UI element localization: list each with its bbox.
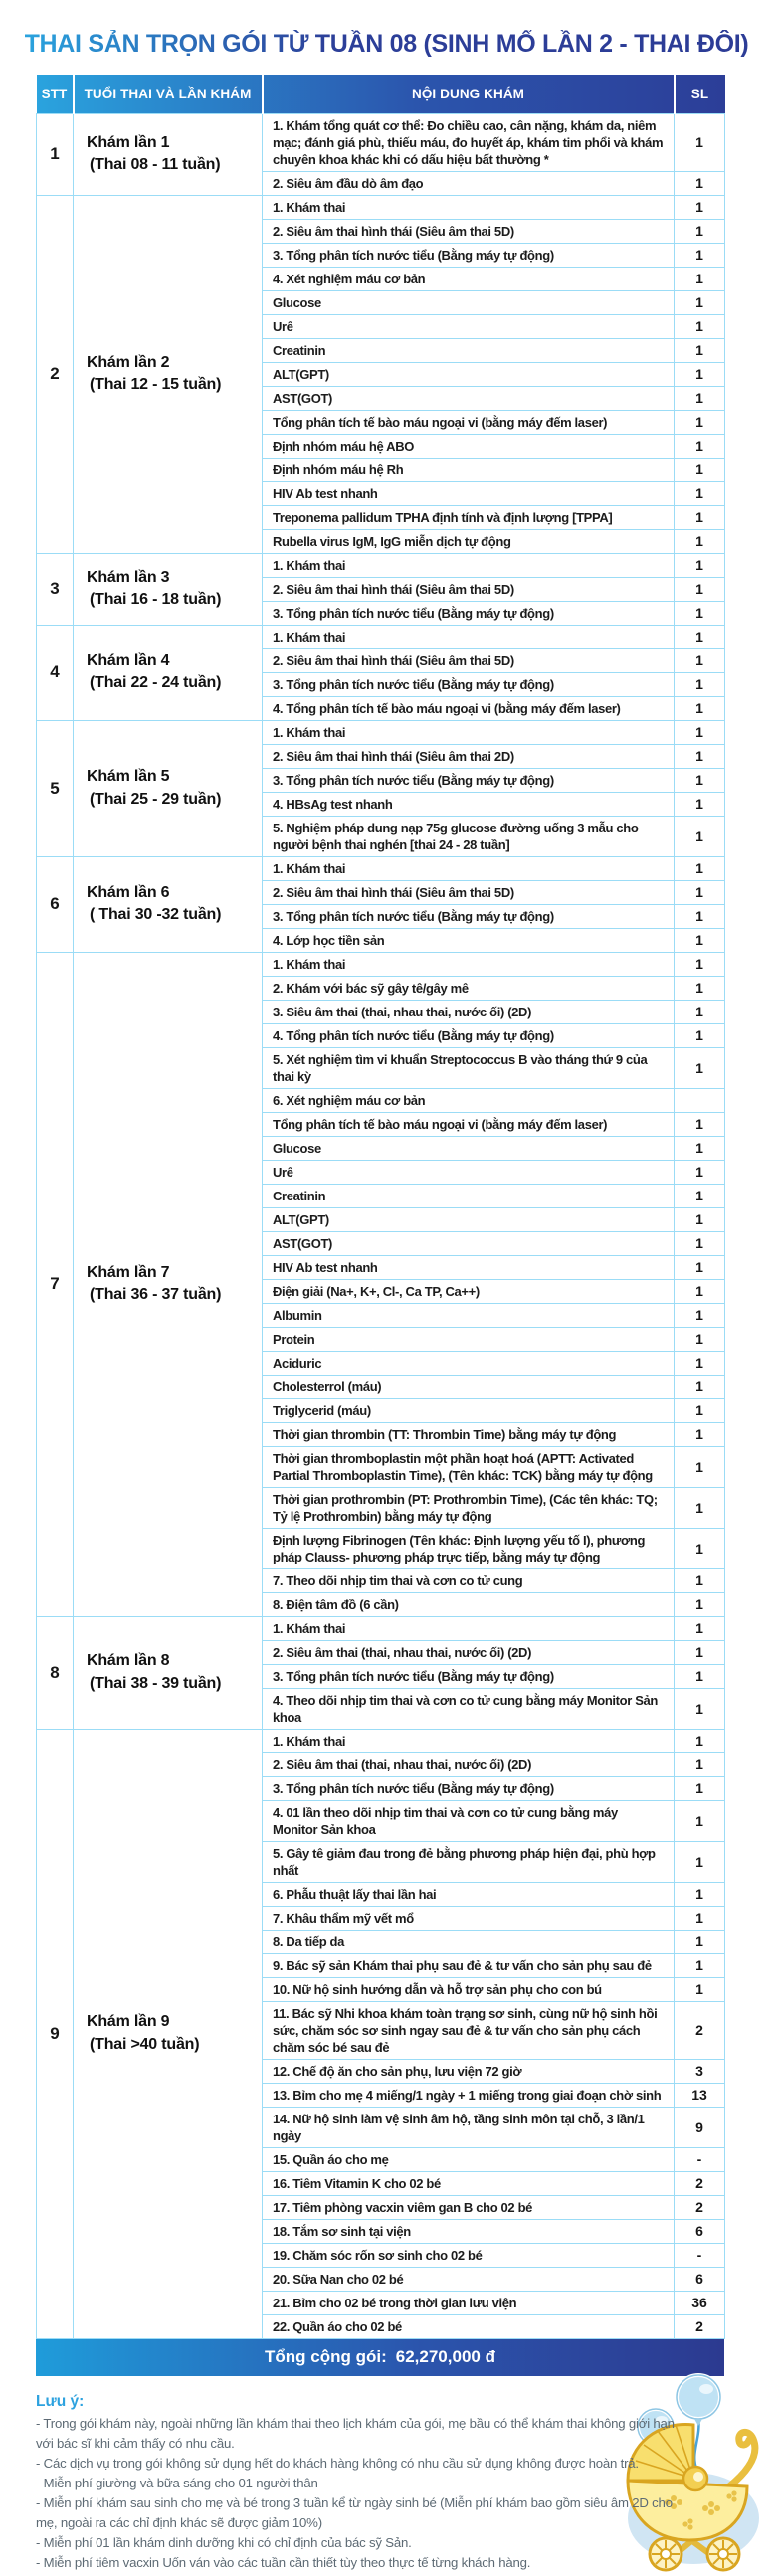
service-cell: Điện giải (Na+, K+, Cl-, Ca TP, Ca++) [263,1279,675,1303]
total-value: 62,270,000 đ [395,2347,495,2366]
stt-cell: 4 [37,625,74,720]
service-cell: 4. Theo dõi nhịp tim thai và cơn co tử cung bằng máy Monitor Sản khoa [263,1688,675,1729]
qty-cell: 1 [675,1688,725,1729]
qty-cell: 1 [675,601,725,625]
service-cell: 3. Tổng phân tích nước tiểu (Bằng máy tự động) [263,904,675,928]
qty-cell: 1 [675,904,725,928]
qty-cell: 1 [675,458,725,481]
qty-cell: 1 [675,720,725,744]
service-cell: 2. Siêu âm thai hình thái (Siêu âm thai 5D) [263,219,675,243]
qty-cell: 1 [675,1664,725,1688]
visit-label: Khám lần 1 [87,133,170,151]
qty-cell: 1 [675,1592,725,1616]
service-cell: Định nhóm máu hệ Rh [263,458,675,481]
service-cell: 16. Tiêm Vitamin K cho 02 bé [263,2171,675,2195]
service-cell: Protein [263,1327,675,1351]
service-cell: Creatinin [263,338,675,362]
service-cell: Định lượng Fibrinogen (Tên khác: Định lượng yếu tố I), phương pháp Clauss- phương pháp trực tiếp, bằng máy tự động [263,1528,675,1568]
qty-cell: 1 [675,648,725,672]
service-cell: 1. Khám thai [263,1729,675,1752]
service-cell: 1. Khám thai [263,1616,675,1640]
qty-cell: 1 [675,1023,725,1047]
note-line: - Trong gói khám này, ngoài những lần khám thai theo lịch khám của gói, mẹ bầu có thể khám thai không giới hạn với bác sĩ khi cảm thấy có nhu cầu. [36,2415,675,2451]
qty-cell: 1 [675,1000,725,1023]
service-cell: Albumin [263,1303,675,1327]
service-cell: 2. Siêu âm thai hình thái (Siêu âm thai 5D) [263,648,675,672]
service-cell: 2. Siêu âm thai hình thái (Siêu âm thai 2D) [263,744,675,768]
qty-cell: 1 [675,171,725,195]
qty-cell: 1 [675,1906,725,1930]
table-row [37,625,725,648]
qty-cell: 1 [675,696,725,720]
visit-cell [74,1616,263,1729]
qty-cell: 1 [675,880,725,904]
page [0,30,773,2576]
qty-cell: 1 [675,1752,725,1776]
qty-cell: 1 [675,529,725,553]
service-cell: HIV Ab test nhanh [263,481,675,505]
qty-cell: 1 [675,243,725,267]
page-title: THAI SẢN TRỌN GÓI TỪ TUẦN 08 (SINH MỔ LẦN 2 - THAI ĐÔI) [24,30,749,58]
visit-cell [74,553,263,625]
qty-cell: 1 [675,1528,725,1568]
service-cell: Tổng phân tích tế bào máu ngoại vi (bằng máy đếm laser) [263,410,675,434]
qty-cell: 6 [675,2219,725,2243]
qty-cell: 1 [675,768,725,792]
service-cell: 19. Chăm sóc rốn sơ sinh cho 02 bé [263,2243,675,2267]
qty-cell: 1 [675,1375,725,1398]
qty-cell: 1 [675,672,725,696]
table-row [37,720,725,744]
visit-label: Khám lần 6 [87,883,170,901]
notes-list [36,2414,692,2574]
service-cell: 21. Bỉm cho 02 bé trong thời gian lưu viện [263,2291,675,2314]
service-cell: 20. Sữa Nan cho 02 bé [263,2267,675,2291]
qty-cell: 1 [675,577,725,601]
qty-cell: 1 [675,553,725,577]
service-cell: Tổng phân tích tế bào máu ngoại vi (bằng máy đếm laser) [263,1112,675,1136]
service-cell: Urê [263,1160,675,1184]
qty-cell: 1 [675,1568,725,1592]
qty-cell: 1 [675,744,725,768]
service-cell: 5. Xét nghiệm tìm vi khuẩn Streptococcus B vào tháng thứ 9 của thai kỳ [263,1047,675,1088]
visit-weeks: (Thai 25 - 29 tuần) [90,790,222,808]
col-header-stt: STT [37,75,74,113]
visit-weeks: (Thai 12 - 15 tuần) [90,376,222,393]
qty-cell: 1 [675,314,725,338]
qty-cell: 1 [675,1882,725,1906]
qty-cell: 1 [675,410,725,434]
qty-cell: 1 [675,1279,725,1303]
qty-cell: 1 [675,1446,725,1487]
qty-cell: 1 [675,792,725,816]
qty-cell: 1 [675,1047,725,1088]
col-header-content: NỘI DUNG KHÁM [263,75,675,113]
service-cell: 15. Quần áo cho mẹ [263,2147,675,2171]
service-cell: 1. Khám thai [263,553,675,577]
total-label: Tổng cộng gói: [265,2347,387,2366]
qty-cell: 1 [675,338,725,362]
qty-cell: 1 [675,362,725,386]
qty-cell: 1 [675,434,725,458]
qty-cell: 1 [675,1351,725,1375]
service-cell: 7. Theo dõi nhịp tim thai và cơn co tử cung [263,1568,675,1592]
stt-cell: 8 [37,1616,74,1729]
qty-cell: 1 [675,928,725,952]
service-cell: 4. Tổng phân tích nước tiểu (Bằng máy tự động) [263,1023,675,1047]
service-cell: 3. Siêu âm thai (thai, nhau thai, nước ối) (2D) [263,1000,675,1023]
qty-cell: 1 [675,1255,725,1279]
qty-cell: 2 [675,2171,725,2195]
qty-cell: 1 [675,1136,725,1160]
service-cell: 2. Siêu âm đầu dò âm đạo [263,171,675,195]
stt-cell: 2 [37,195,74,553]
service-cell: ALT(GPT) [263,362,675,386]
qty-cell: 2 [675,2195,725,2219]
service-cell: AST(GOT) [263,386,675,410]
service-cell: 4. Xét nghiệm máu cơ bản [263,267,675,290]
service-cell: Thời gian prothrombin (PT: Prothrombin Time), (Các tên khác: TQ; Tỷ lệ Prothrombin) bằng máy tự động [263,1487,675,1528]
service-cell: 3. Tổng phân tích nước tiểu (Bằng máy tự động) [263,672,675,696]
visit-cell [74,720,263,856]
service-cell: Aciduric [263,1351,675,1375]
qty-cell: 1 [675,625,725,648]
qty-cell: 1 [675,1776,725,1800]
qty-cell: 1 [675,1231,725,1255]
qty-cell: 1 [675,952,725,976]
service-cell: 14. Nữ hộ sinh làm vệ sinh âm hộ, tầng sinh môn tại chỗ, 3 lần/1 ngày [263,2107,675,2147]
notes-title: Lưu ý: [36,2392,85,2410]
visit-weeks: ( Thai 30 -32 tuần) [90,906,222,923]
qty-cell: 1 [675,1160,725,1184]
service-cell: 18. Tắm sơ sinh tại viện [263,2219,675,2243]
service-cell: 3. Tổng phân tích nước tiểu (Bằng máy tự động) [263,243,675,267]
stt-cell: 3 [37,553,74,625]
service-cell: 3. Tổng phân tích nước tiểu (Bằng máy tự động) [263,1776,675,1800]
service-cell: Thời gian thromboplastin một phần hoạt hoá (APTT: Activated Partial Thromboplastin Time), (Tên khác: TCK) bằng máy tự động [263,1446,675,1487]
note-line: - Các dịch vụ trong gói không sử dụng hết do khách hàng không có nhu cầu sử dụng không được hoàn trả. [36,2455,639,2471]
service-cell: 1. Khám thai [263,625,675,648]
service-cell: Thời gian thrombin (TT: Thrombin Time) bằng máy tự động [263,1422,675,1446]
stt-cell: 7 [37,952,74,1616]
visit-label: Khám lần 4 [87,651,170,669]
qty-cell: 1 [675,1800,725,1841]
service-cell: 5. Nghiệm pháp dung nạp 75g glucose đường uống 3 mẫu cho người bệnh thai nghén [thai 24 - 28 tuần] [263,816,675,856]
qty-cell: 1 [675,1841,725,1882]
stt-cell: 1 [37,113,74,195]
table-row [37,553,725,577]
qty-cell: 1 [675,219,725,243]
service-cell: Triglycerid (máu) [263,1398,675,1422]
service-cell: 6. Phẫu thuật lấy thai lần hai [263,1882,675,1906]
table-row [37,1729,725,1752]
note-line: - Miễn phí giường và bữa sáng cho 01 người thân [36,2475,318,2490]
service-cell: 3. Tổng phân tích nước tiểu (Bằng máy tự động) [263,1664,675,1688]
service-cell: 4. Lớp học tiền sản [263,928,675,952]
visit-cell [74,856,263,952]
service-cell: 8. Điện tâm đồ (6 cần) [263,1592,675,1616]
package-table [36,75,725,2339]
visit-label: Khám lần 9 [87,2013,170,2031]
qty-cell: 3 [675,2059,725,2083]
stt-cell: 6 [37,856,74,952]
qty-cell: - [675,2243,725,2267]
service-cell: 2. Siêu âm thai (thai, nhau thai, nước ối) (2D) [263,1752,675,1776]
service-cell: Định nhóm máu hệ ABO [263,434,675,458]
qty-cell: 1 [675,1303,725,1327]
qty-cell: 6 [675,2267,725,2291]
service-cell: 17. Tiêm phòng vacxin viêm gan B cho 02 bé [263,2195,675,2219]
service-cell: HIV Ab test nhanh [263,1255,675,1279]
service-cell: Creatinin [263,1184,675,1207]
service-cell: 11. Bác sỹ Nhi khoa khám toàn trạng sơ sinh, cùng nữ hộ sinh hồi sức, chăm sóc sơ sinh ngay sau đẻ & tư vấn cho sản phụ cách chăm sóc bé sau đẻ [263,2001,675,2059]
service-cell: AST(GOT) [263,1231,675,1255]
service-cell: 4. HBsAg test nhanh [263,792,675,816]
service-cell: 1. Khám thai [263,856,675,880]
visit-label: Khám lần 5 [87,768,170,786]
qty-cell: 1 [675,481,725,505]
service-cell: Urê [263,314,675,338]
header-row [37,75,725,113]
visit-label: Khám lần 2 [87,353,170,371]
service-cell: 12. Chế độ ăn cho sản phụ, lưu viện 72 giờ [263,2059,675,2083]
qty-cell: 1 [675,1930,725,1953]
notes-section [36,2393,692,2574]
qty-cell: 1 [675,267,725,290]
visit-label: Khám lần 8 [87,1652,170,1670]
visit-weeks: (Thai 22 - 24 tuần) [90,674,222,691]
qty-cell: 1 [675,1977,725,2001]
service-cell: 1. Khám tổng quát cơ thể: Đo chiều cao, cân nặng, khám da, niêm mạc; đánh giá phù, thiếu máu, đo huyết áp, khám tim phổi và khám chuyên khoa khác khi có dấu hiệu bất thường * [263,113,675,171]
qty-cell: 2 [675,2001,725,2059]
table-header [37,75,725,113]
service-cell: Glucose [263,1136,675,1160]
qty-cell: 1 [675,1616,725,1640]
table-row [37,1616,725,1640]
visit-weeks: (Thai 08 - 11 tuần) [90,156,221,173]
qty-cell: 1 [675,976,725,1000]
service-cell: 4. Tổng phân tích tế bào máu ngoại vi (bằng máy đếm laser) [263,696,675,720]
service-cell: 2. Siêu âm thai hình thái (Siêu âm thai 5D) [263,880,675,904]
qty-cell: 1 [675,1487,725,1528]
qty-cell: 1 [675,1729,725,1752]
service-cell: 5. Gây tê giảm đau trong đẻ bằng phương pháp hiện đại, phù hợp nhất [263,1841,675,1882]
qty-cell: 36 [675,2291,725,2314]
visit-label: Khám lần 3 [87,568,170,586]
visit-weeks: (Thai >40 tuần) [90,2035,200,2053]
service-cell: 1. Khám thai [263,952,675,976]
qty-cell: 1 [675,386,725,410]
stt-cell: 9 [37,1729,74,2338]
note-line: - Miễn phí tiêm vacxin Uốn ván vào các tuần cần thiết tùy theo thực tế từng khách hàng. [36,2554,531,2570]
table-row [37,952,725,976]
service-cell: 13. Bỉm cho mẹ 4 miếng/1 ngày + 1 miếng trong giai đoạn chờ sinh [263,2083,675,2107]
visit-cell [74,952,263,1616]
service-cell: Treponema pallidum TPHA định tính và định lượng [TPPA] [263,505,675,529]
qty-cell: 1 [675,816,725,856]
col-header-qty: SL [690,86,709,101]
service-cell: 2. Siêu âm thai hình thái (Siêu âm thai 5D) [263,577,675,601]
service-cell: 3. Tổng phân tích nước tiểu (Bằng máy tự động) [263,601,675,625]
service-cell: ALT(GPT) [263,1207,675,1231]
qty-cell: 1 [675,505,725,529]
qty-cell: 1 [675,856,725,880]
service-cell: 22. Quần áo cho 02 bé [263,2314,675,2338]
qty-cell: 1 [675,1422,725,1446]
visit-label: Khám lần 7 [87,1263,170,1281]
qty-cell: 9 [675,2107,725,2147]
qty-cell: 1 [675,1184,725,1207]
visit-weeks: (Thai 38 - 39 tuần) [90,1674,222,1692]
qty-cell: 1 [675,1112,725,1136]
service-cell: 4. 01 lần theo dõi nhịp tim thai và cơn co tử cung bằng máy Monitor Sản khoa [263,1800,675,1841]
service-cell: 8. Da tiếp da [263,1930,675,1953]
qty-cell: 1 [675,290,725,314]
table-row [37,195,725,219]
service-cell: 10. Nữ hộ sinh hướng dẫn và hỗ trợ sản phụ cho con bú [263,1977,675,2001]
qty-cell: 13 [675,2083,725,2107]
table-row [37,113,725,171]
service-cell: 1. Khám thai [263,720,675,744]
note-line: - Miễn phí khám sau sinh cho mẹ và bé trong 3 tuần kể từ ngày sinh bé (Miễn phí khám bao gồm siêu âm 2D cho mẹ, ngoài ra các chỉ định khác sẽ được giảm 10%) [36,2494,673,2530]
qty-cell: 1 [675,1953,725,1977]
service-cell: 3. Tổng phân tích nước tiểu (Bằng máy tự động) [263,768,675,792]
service-cell: Rubella virus IgM, IgG miễn dịch tự động [263,529,675,553]
service-cell: 2. Khám với bác sỹ gây tê/gây mê [263,976,675,1000]
visit-cell [74,195,263,553]
stt-cell: 5 [37,720,74,856]
service-cell: 7. Khâu thẩm mỹ vết mổ [263,1906,675,1930]
col-header-visit: TUỔI THAI VÀ LẦN KHÁM [74,75,263,113]
qty-cell: 1 [675,1207,725,1231]
visit-weeks: (Thai 16 - 18 tuần) [90,591,222,608]
service-cell: Glucose [263,290,675,314]
service-cell: 6. Xét nghiệm máu cơ bản [263,1088,675,1112]
qty-cell: 1 [675,113,725,171]
qty-cell: 1 [675,1398,725,1422]
qty-cell: - [675,2147,725,2171]
service-cell: 9. Bác sỹ sản Khám thai phụ sau đẻ & tư vấn cho sản phụ sau đẻ [263,1953,675,1977]
service-cell: 1. Khám thai [263,195,675,219]
table-row [37,856,725,880]
visit-cell [74,1729,263,2338]
service-cell: Cholesterrol (máu) [263,1375,675,1398]
note-line: - Miễn phí 01 lần khám dinh dưỡng khi có chỉ định của bác sỹ Sản. [36,2534,412,2550]
visit-weeks: (Thai 36 - 37 tuần) [90,1286,222,1303]
qty-cell: 2 [675,2314,725,2338]
service-cell: 2. Siêu âm thai (thai, nhau thai, nước ối) (2D) [263,1640,675,1664]
qty-cell: 1 [675,1327,725,1351]
qty-cell: 1 [675,1640,725,1664]
qty-cell: 1 [675,195,725,219]
visit-cell [74,625,263,720]
qty-cell [675,1088,725,1112]
visit-cell [74,113,263,195]
